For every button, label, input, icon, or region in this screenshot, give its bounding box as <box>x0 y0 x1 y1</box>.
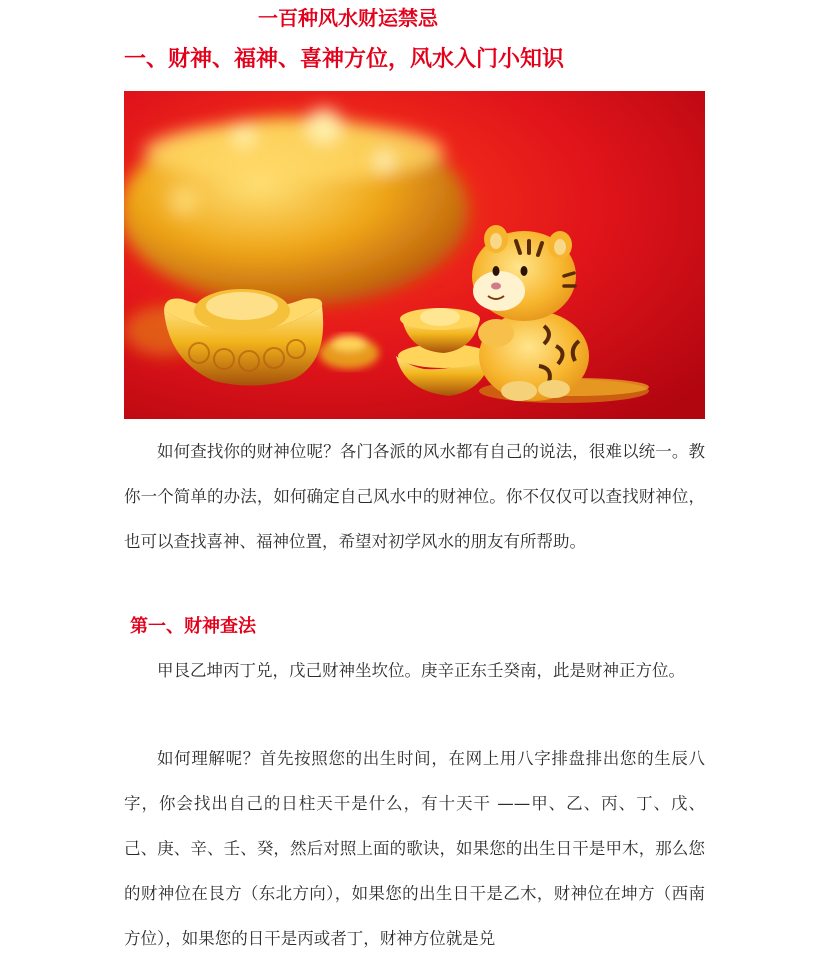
subheading-wealth-god-method: 第一、财神查法 <box>130 616 256 637</box>
verse-paragraph: 甲艮乙坤丙丁兑，戊己财神坐坎位。庚辛正东壬癸南，此是财神正方位。 <box>157 661 685 680</box>
explanation-paragraph: 如何理解呢？首先按照您的出生时间，在网上用八字排盘排出您的生辰八字，你会找出自己的日柱天干是什么，有十天干 ——甲、乙、丙、丁、戊、己、庚、辛、壬、癸，然后对照上面的歌诀，如果您的出生日干是甲木，那么您的财神位在艮方（东北方向），如果您的出生日干是乙木，财神位在坤方（西南方位），如果您的日干是丙或者丁，财神方位就是兑 <box>124 749 705 948</box>
golden-ingots-tiger-photo <box>124 91 705 419</box>
section-heading: 一、财神、福神、喜神方位，风水入门小知识 <box>124 47 565 72</box>
document-title: 一百种风水财运禁忌 <box>258 6 438 30</box>
intro-paragraph: 如何查找你的财神位呢？各门各派的风水都有自己的说法，很难以统一。教你一个简单的办法，如何确定自己风水中的财神位。你不仅仅可以查找财神位，也可以查找喜神、福神位置，希望对初学风水的朋友有所帮助。 <box>124 442 705 551</box>
